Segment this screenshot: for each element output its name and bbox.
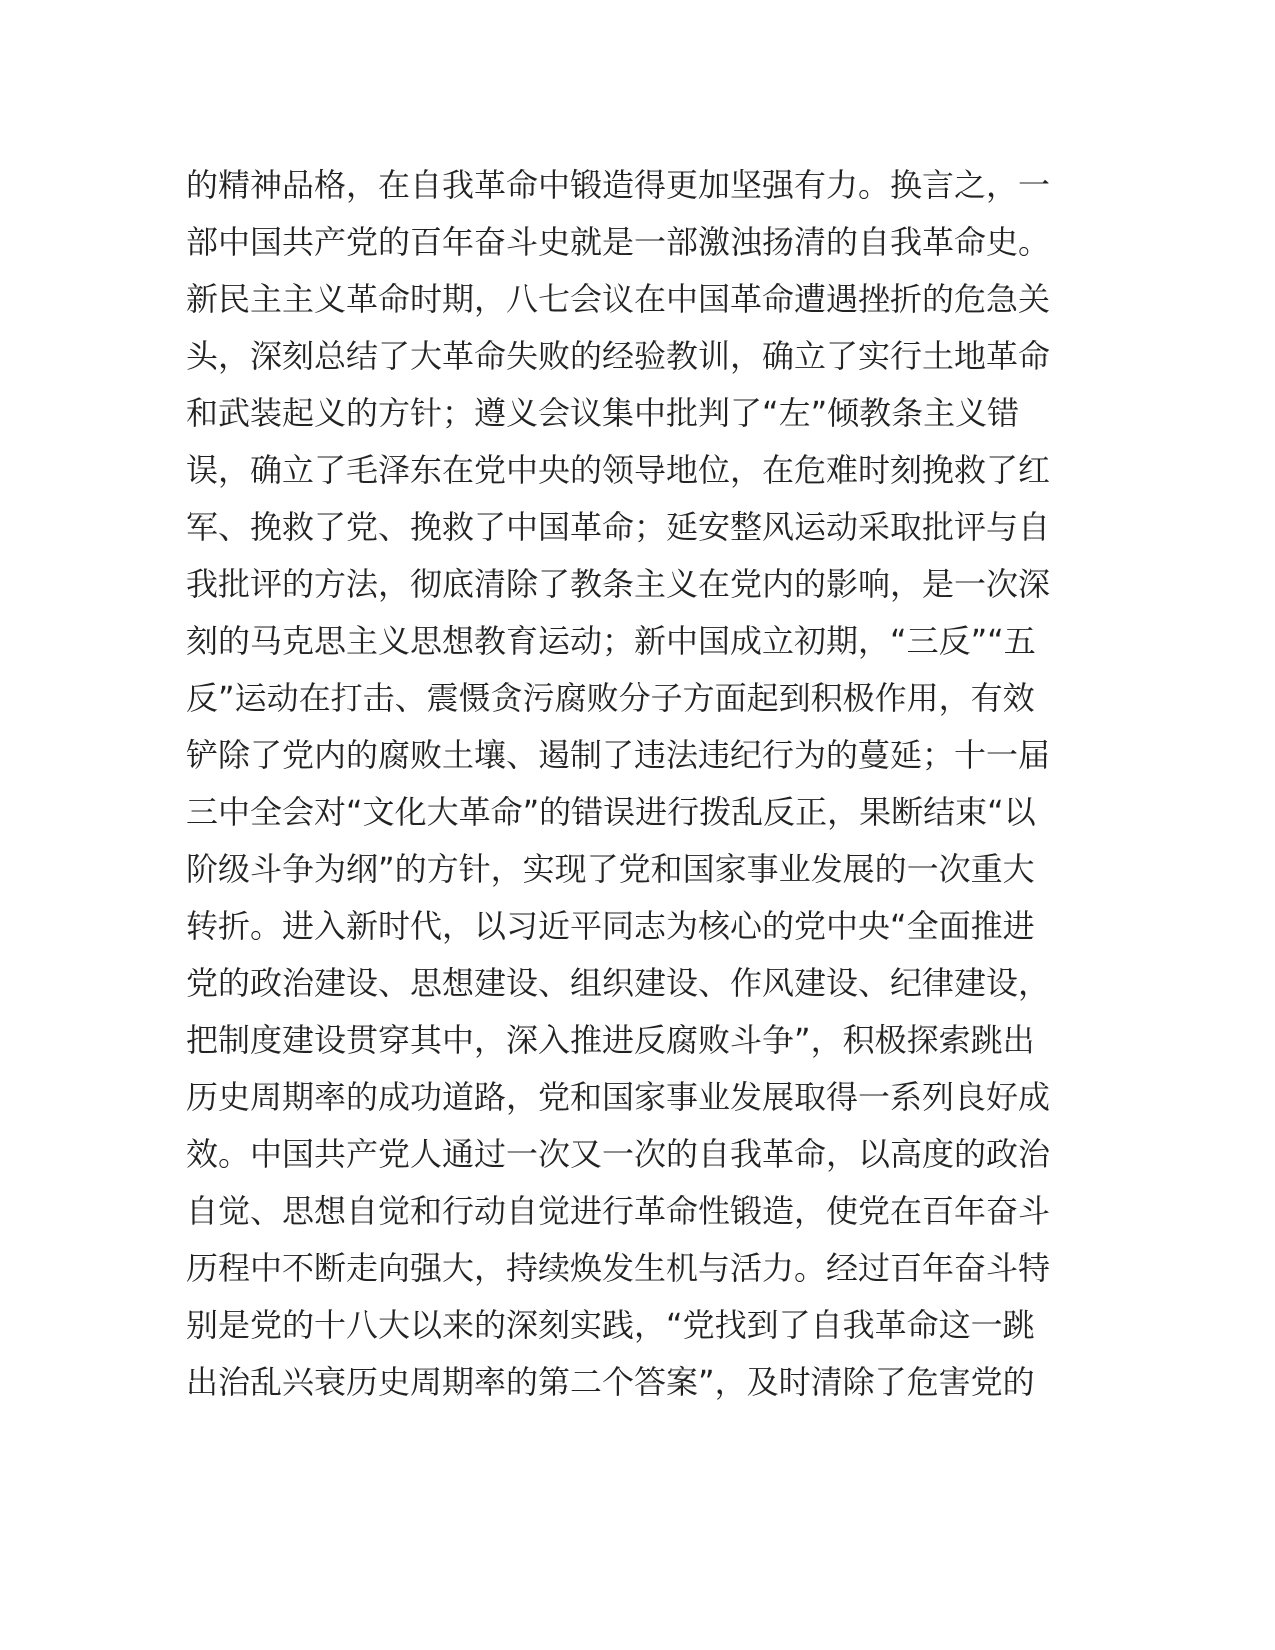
text-line-18: 效。中国共产党人通过一次又一次的自我革命，以高度的政治: [186, 1135, 1051, 1173]
text-line-4: 头，深刻总结了大革命失败的经验教训，确立了实行土地革命: [186, 337, 1051, 375]
text-line-19: 自觉、思想自觉和行动自觉进行革命性锻造，使党在百年奋斗: [186, 1192, 1051, 1230]
body-text: [186, 157, 1086, 1411]
text-line-13: 阶级斗争为纲”的方针，实现了党和国家事业发展的一次重大: [186, 850, 1035, 888]
text-line-20: 历程中不断走向强大，持续焕发生机与活力。经过百年奋斗特: [186, 1249, 1051, 1287]
text-line-11: 铲除了党内的腐败土壤、遏制了违法违纪行为的蔓延；十一届: [186, 736, 1051, 774]
text-line-16: 把制度建设贯穿其中，深入推进反腐败斗争”，积极探索跳出: [186, 1021, 1035, 1059]
text-line-6: 误，确立了毛泽东在党中央的领导地位，在危难时刻挽救了红: [186, 451, 1051, 489]
text-line-5: 和武装起义的方针；遵义会议集中批判了“左”倾教条主义错: [186, 394, 1020, 432]
text-line-8: 我批评的方法，彻底清除了教条主义在党内的影响，是一次深: [186, 565, 1051, 603]
text-line-15: 党的政治建设、思想建设、组织建设、作风建设、纪律建设，: [186, 964, 1051, 1002]
text-line-2: 部中国共产党的百年奋斗史就是一部激浊扬清的自我革命史。: [186, 223, 1051, 261]
text-line-12: 三中全会对“文化大革命”的错误进行拨乱反正，果断结束“以: [186, 793, 1036, 831]
text-line-3: 新民主主义革命时期，八七会议在中国革命遭遇挫折的危急关: [186, 280, 1051, 318]
text-line-9: 刻的马克思主义思想教育运动；新中国成立初期，“三反”“五: [186, 622, 1036, 660]
text-line-10: 反”运动在打击、震慑贪污腐败分子方面起到积极作用，有效: [186, 679, 1035, 717]
text-line-17: 历史周期率的成功道路，党和国家事业发展取得一系列良好成: [186, 1078, 1051, 1116]
text-line-21: 别是党的十八大以来的深刻实践，“党找到了自我革命这一跳: [186, 1306, 1035, 1344]
text-line-7: 军、挽救了党、挽救了中国革命；延安整风运动采取批评与自: [186, 508, 1051, 546]
text-line-14: 转折。进入新时代，以习近平同志为核心的党中央“全面推进: [186, 907, 1035, 945]
text-line-1: 的精神品格，在自我革命中锻造得更加坚强有力。换言之，一: [186, 166, 1051, 204]
text-line-22: 出治乱兴衰历史周期率的第二个答案”，及时清除了危害党的: [186, 1363, 1035, 1401]
